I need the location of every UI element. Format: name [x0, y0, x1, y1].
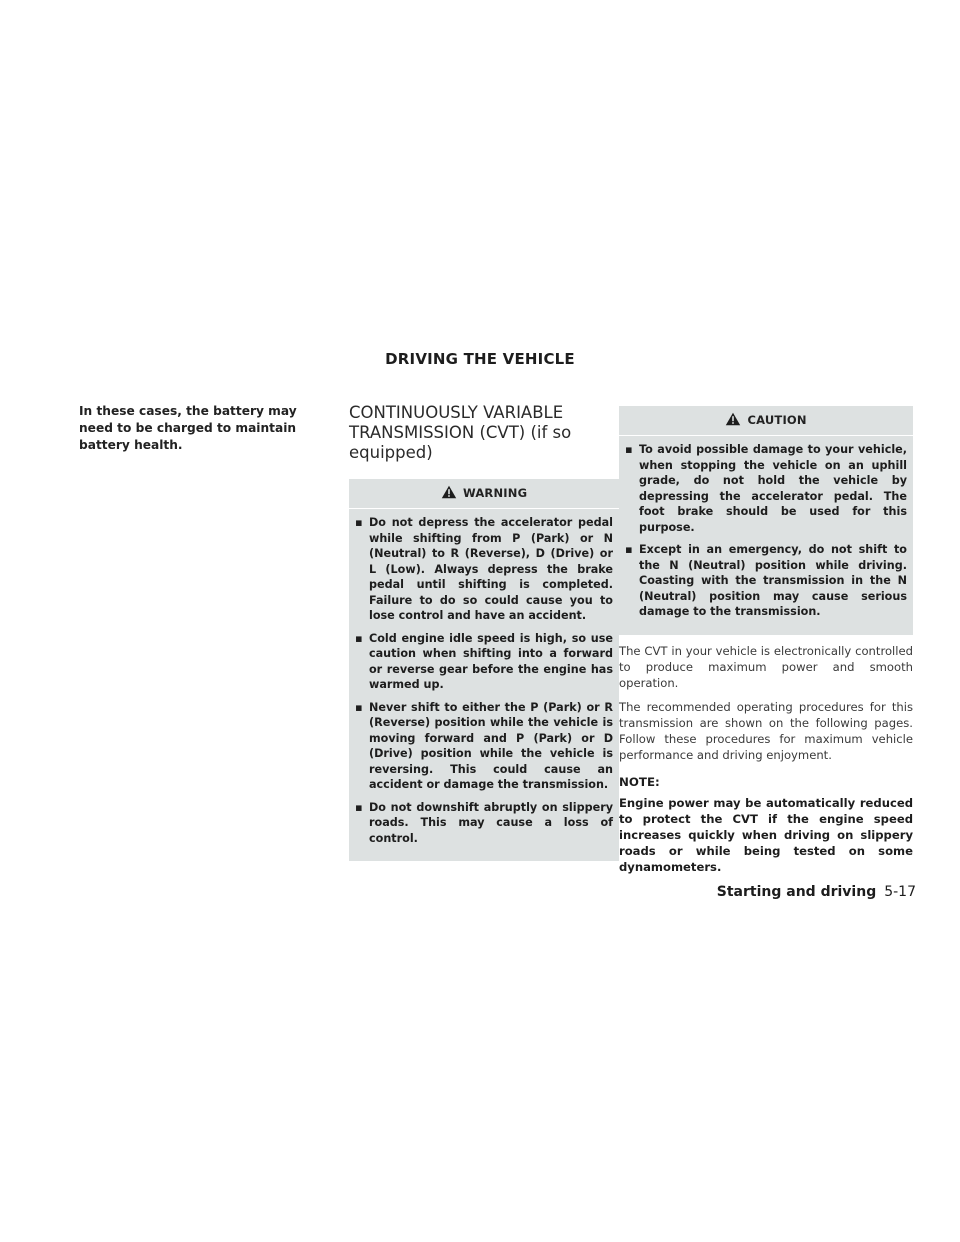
warning-title-row — [349, 479, 619, 509]
warning-title: WARNING — [462, 486, 528, 500]
section-header: DRIVING THE VEHICLE — [385, 350, 575, 368]
caution-item — [623, 442, 907, 535]
bullet: ▪ — [355, 800, 363, 814]
right-column — [619, 406, 913, 875]
caution-title: CAUTION — [747, 413, 807, 427]
warning-triangle-icon — [725, 412, 741, 429]
left-column — [79, 403, 329, 454]
warning-box — [349, 479, 619, 861]
caution-box — [619, 406, 913, 635]
warning-item — [353, 800, 613, 847]
warning-item-text: Cold engine idle speed is high, so use caution when shifting into a forward or reverse gear before the engine has warmed up. — [369, 631, 613, 691]
middle-column — [349, 403, 619, 861]
caution-item — [623, 542, 907, 620]
bullet: ▪ — [355, 700, 363, 714]
cvt-heading: CONTINUOUSLY VARIABLE TRANSMISSION (CVT) (if so equipped) — [349, 403, 572, 462]
page-number: 5-17 — [884, 884, 916, 900]
cvt-paragraph-2: The recommended operating procedures for this transmission are shown on the following pages. Follow these procedures for maximum vehicle performance and driving enjoyment. — [619, 699, 913, 762]
caution-title-row — [619, 406, 913, 436]
note-label: NOTE: — [619, 774, 660, 789]
warning-triangle-icon — [441, 485, 457, 502]
warning-item-text: Do not depress the accelerator pedal while shifting from P (Park) or N (Neutral) to R (Reverse), D (Drive) or L (Low). Always depress the brake pedal until shifting is completed. Failure to do so could cause you to lose control and have an accident. — [369, 516, 613, 622]
caution-list — [619, 442, 913, 620]
page-footer — [717, 884, 916, 900]
battery-note: In these cases, the battery may need to be charged to maintain battery health. — [79, 404, 297, 452]
warning-item — [353, 631, 613, 693]
note-text: Engine power may be automatically reduced to protect the CVT if the engine speed increases quickly when driving on slippery roads or while being tested on some dynamometers. — [619, 795, 913, 874]
chapter-name: Starting and driving — [716, 884, 877, 900]
bullet: ▪ — [625, 443, 633, 456]
cvt-paragraph-1: The CVT in your vehicle is electronically controlled to produce maximum power and smooth operation. — [619, 643, 913, 690]
bullet: ▪ — [355, 631, 363, 645]
bullet: ▪ — [355, 516, 363, 529]
caution-item-text: Except in an emergency, do not shift to the N (Neutral) position while driving. Coasting with the transmission in the N (Neutral) position may cause serious damage to the transmission. — [639, 543, 907, 618]
warning-item — [353, 700, 613, 793]
warning-item-text: Do not downshift abruptly on slippery roads. This may cause a loss of control. — [369, 800, 613, 845]
bullet: ▪ — [625, 543, 633, 556]
caution-item-text: To avoid possible damage to your vehicle, when stopping the vehicle on an uphill grade, do not hold the vehicle by depressing the accelerator pedal. The foot brake should be used for this purpose. — [639, 443, 907, 534]
warning-item-text: Never shift to either the P (Park) or R (Reverse) position while the vehicle is moving forward and P (Park) or D (Drive) position while the vehicle is reversing. This could cause an accident or damage the transmission. — [369, 700, 613, 791]
warning-item — [353, 515, 613, 624]
warning-list — [349, 515, 619, 846]
